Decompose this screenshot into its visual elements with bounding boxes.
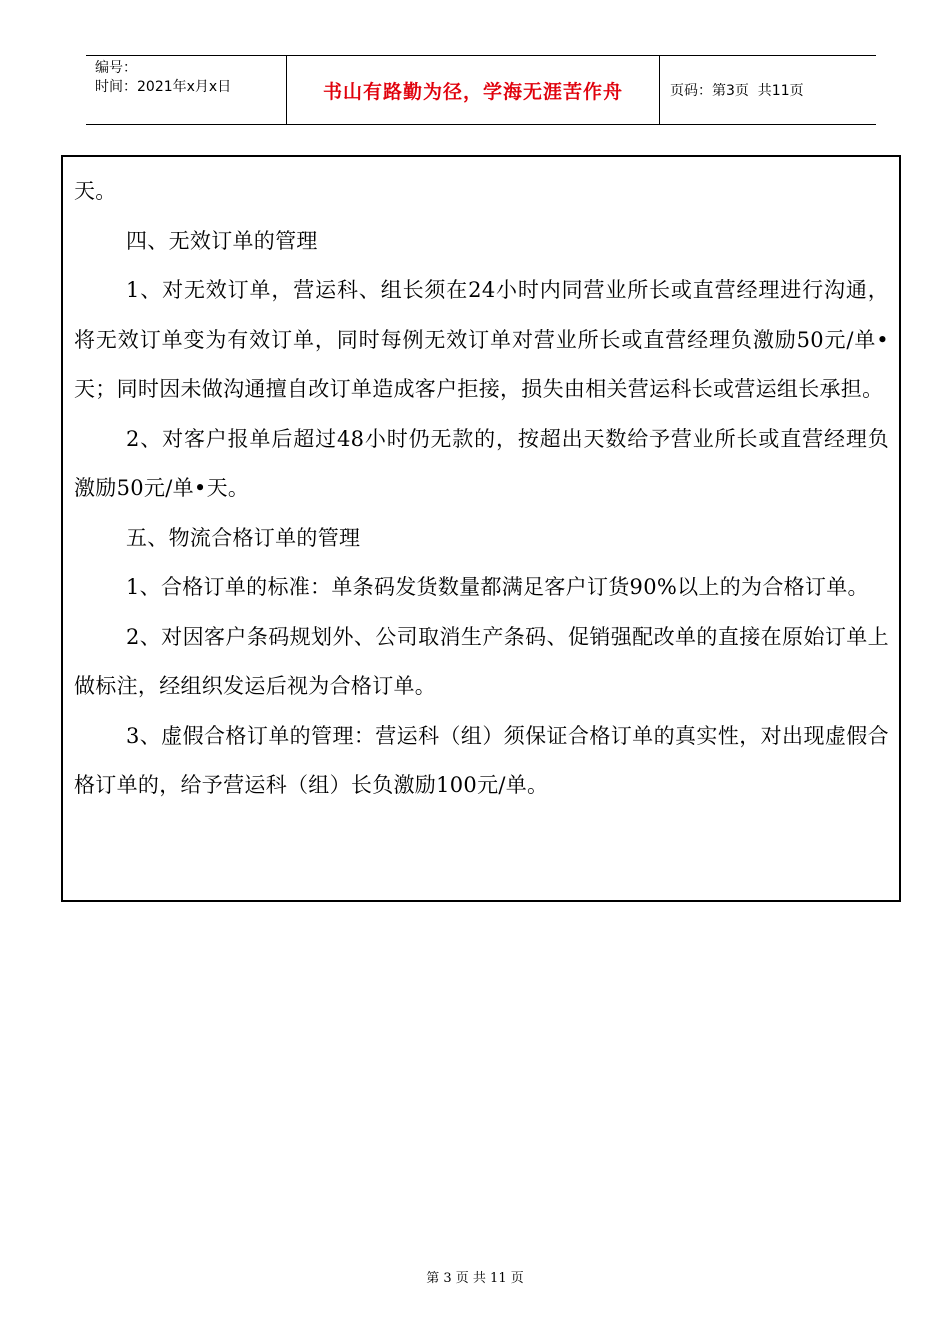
header-page-label: 页码：第3页 共11页 <box>670 83 804 99</box>
paragraph-continuation: 天。 <box>74 179 117 203</box>
paragraph-qualified-orders-1: 1、合格订单的标准：单条码发货数量都满足客户订货90%以上的为合格订单。 <box>126 575 869 599</box>
paragraph-qualified-orders-3: 3、虚假合格订单的管理：营运科（组）须保证合格订单的真实性，对出现虚假合格订单的，给予营运科（组）长负激励100元/单。 <box>74 723 889 797</box>
header-meta-cell <box>86 56 287 124</box>
document-header <box>86 55 876 125</box>
footer-page-number: 第 3 页 共 11 页 <box>426 1271 524 1286</box>
paragraph-invalid-orders-2: 2、对客户报单后超过48小时仍无款的，按超出天数给予营业所长或直营经理负激励50元/单•天。 <box>74 426 889 500</box>
header-page-cell <box>660 56 876 124</box>
time-label: 时间：2021年x月x日 <box>95 79 232 95</box>
paragraph-qualified-orders-2: 2、对因客户条码规划外、公司取消生产条码、促销强配改单的直接在原始订单上做标注，经组织发运后视为合格订单。 <box>74 624 889 698</box>
section-heading-qualified-orders: 五、物流合格订单的管理 <box>126 525 361 550</box>
motto-text: 书山有路勤为径，学海无涯苦作舟 <box>322 80 623 103</box>
content-box <box>61 155 901 902</box>
serial-number-label: 编号： <box>95 60 137 76</box>
page-footer <box>0 1267 950 1286</box>
paragraph-invalid-orders-1: 1、对无效订单，营运科、组长须在24小时内同营业所长或直营经理进行沟通，将无效订单变为有效订单，同时每例无效订单对营业所长或直营经理负激励50元/单•天；同时因未做沟通擅自改订单造成客户拒接，损失由相关营运科长或营运组长承担。 <box>74 278 889 401</box>
section-heading-invalid-orders: 四、无效订单的管理 <box>126 228 318 253</box>
header-motto-cell <box>287 56 660 124</box>
